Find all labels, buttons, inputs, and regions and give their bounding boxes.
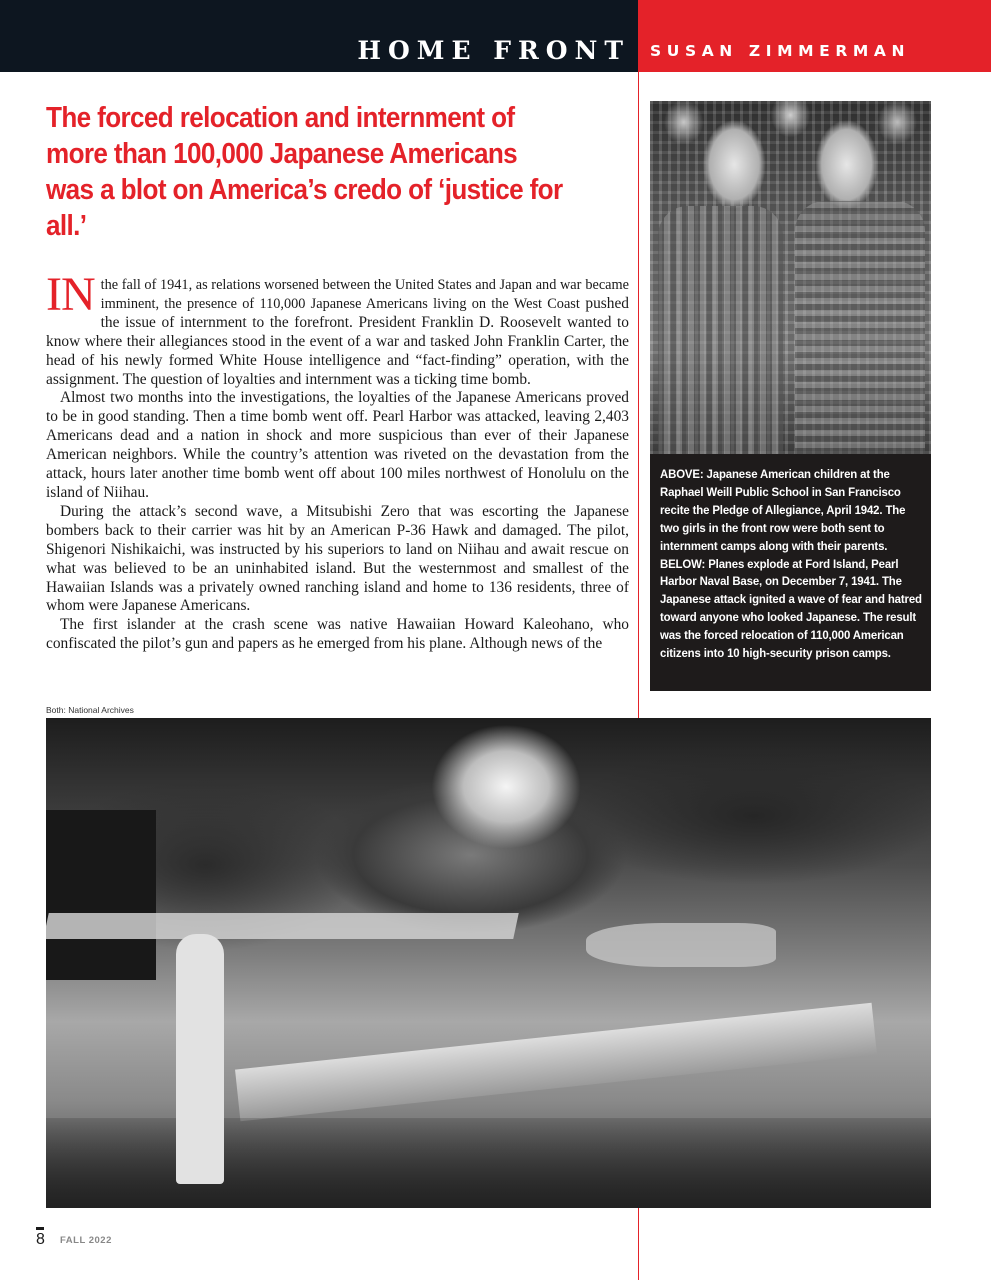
photo-credit: Both: National Archives (46, 705, 134, 715)
author-byline: SUSAN ZIMMERMAN (650, 42, 911, 60)
plane-wing (46, 913, 519, 939)
header-accent-bar (638, 0, 991, 72)
issue-label: FALL 2022 (60, 1235, 112, 1246)
wrecked-plane (235, 1003, 877, 1122)
paragraph-1 (46, 268, 629, 389)
page-number: 8 (36, 1231, 45, 1248)
paragraph-2: Almost two months into the investigations, the loyalties of the Japanese Americans proved to be in good standing. Then a time bomb went off. Pearl Harbor was attacked, leaving 2,403 Americans dead and a nation in shock and more suspicious than ever of their Japanese American neighbors. While the country’s attention was riveted on the devastation from the attack, hours later another time bomb went off about 100 miles northwest of Honolulu on the island of Niihau. (46, 389, 629, 501)
article-body (46, 268, 629, 654)
schoolchildren-photo (650, 101, 931, 454)
pearl-harbor-photo (46, 718, 931, 1208)
sailor-figure (176, 934, 224, 1184)
drop-cap: IN (46, 268, 95, 321)
girl-plaid-coat-left (658, 206, 783, 454)
paragraph-3: During the attack’s second wave, a Mitsubishi Zero that was escorting the Japanese bombers back to their carrier was hit by an American P-36 Hawk and damaged. The pilot, Shigenori Nishikaichi, was instructed by his superiors to land on Niihau and await rescue on what was believed to be an uninhabited island. But the westernmost and smallest of the Hawaiian Islands was a privately owned ranching island and home to 136 residents, three of whom were Japanese Americans. (46, 502, 629, 615)
paragraph-1-rest: pushed the issue of internment to the forefront. President Franklin D. Roosevelt wanted to know where their allegiances stood in the event of a war and tasked John Franklin Carter, the head of his newly formed White House intelligence and “fact-finding” operation, with the assignment. The question of loyalties and internment was a ticking time bomb. (46, 294, 629, 388)
photo-caption: ABOVE: Japanese American children at the Raphael Weill Public School in San Francisco recite the Pledge of Allegiance, April 1942. The two girls in the front row were both sent to internment camps along with their parents. BELOW: Planes explode at Ford Island, Pearl Harbor Naval Base, on December 7, 1941. The Japanese attack ignited a wave of fear and hatred toward anyone who looked Japanese. The result was the forced relocation of 110,000 American citizens into 10 high-security prison camps. (660, 467, 922, 661)
paragraph-1-line-2: became imminent, the presence of 110,000 Japanese Americans living on the West Coast (100, 277, 629, 312)
plane-fuselage (586, 923, 776, 967)
paragraph-4: The first islander at the crash scene was native Hawaiian Howard Kaleohano, who confiscated the pilot’s gun and papers as he emerged from his plane. Although news of the (46, 616, 629, 653)
girl-plaid-coat-right (795, 201, 925, 454)
folio-marker (36, 1227, 44, 1230)
hangar-silhouette (46, 810, 156, 980)
section-title: HOME FRONT (357, 36, 630, 65)
paragraph-1-line-1: the fall of 1941, as relations worsened between the United States and Japan and war (100, 277, 582, 293)
headline: The forced relocation and internment of more than 100,000 Japanese Americans was a blot on America’s credo of ‘justice for all.’ (46, 102, 563, 242)
